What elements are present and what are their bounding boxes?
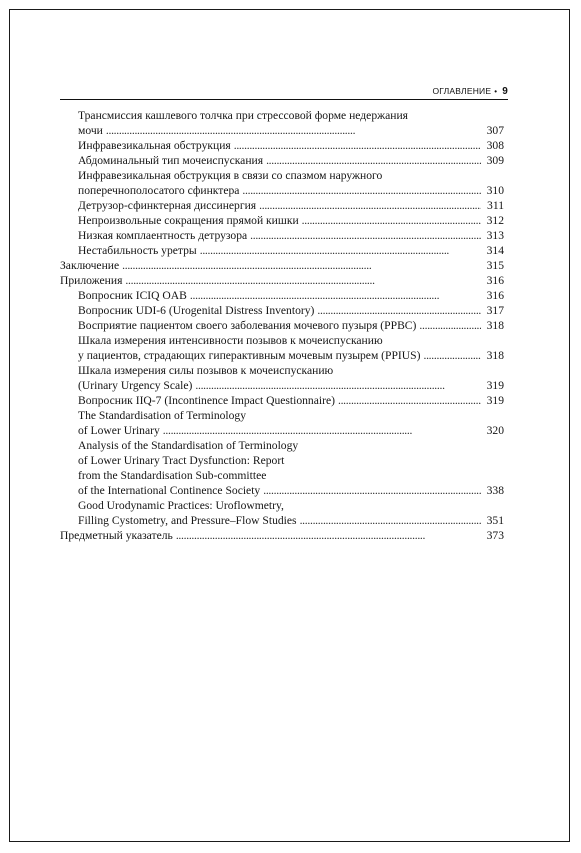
toc-entry-text: поперечнополосатого сфинктера	[78, 184, 240, 197]
toc-entry[interactable]	[60, 528, 504, 543]
toc-page-number: 351	[486, 514, 504, 527]
page-number: 9	[502, 86, 508, 97]
dot-leader	[106, 123, 481, 138]
table-of-contents	[60, 108, 504, 543]
toc-entry[interactable]	[60, 273, 504, 288]
toc-entry-text: of the International Continence Society	[78, 484, 261, 497]
toc-entry[interactable]	[60, 213, 504, 228]
bullet-separator: •	[494, 87, 498, 96]
toc-entry-text: Инфравезикальная обструкция	[78, 139, 231, 152]
toc-entry-text: Нестабильность уретры	[78, 244, 197, 257]
toc-entry-text: Заключение	[60, 259, 120, 272]
toc-entry-text: Шкала измерения интенсивности позывов к мочеиспусканию	[78, 334, 383, 347]
toc-page-number: 373	[486, 529, 504, 542]
toc-page-number: 311	[487, 199, 504, 212]
toc-entry[interactable]	[60, 198, 504, 213]
toc-entry-text: Абдоминальный тип мочеиспускания	[78, 154, 264, 167]
dot-leader	[300, 513, 481, 528]
toc-entry-text: Детрузор-сфинктерная диссинергия	[78, 199, 257, 212]
toc-entry-text: Шкала измерения силы позывов к мочеиспусканию	[78, 364, 334, 377]
dot-leader	[195, 378, 481, 393]
dot-leader	[266, 153, 481, 168]
toc-entry[interactable]	[60, 138, 504, 153]
toc-entry[interactable]	[60, 333, 504, 363]
toc-entry-text: of Lower Urinary Tract Dysfunction: Report	[78, 454, 285, 467]
toc-entry-text: Good Urodynamic Practices: Uroflowmetry,	[78, 499, 284, 512]
toc-page-number: 310	[486, 184, 504, 197]
toc-entry[interactable]	[60, 408, 504, 438]
toc-entry-text: Непроизвольные сокращения прямой кишки	[78, 214, 299, 227]
dot-leader	[200, 243, 481, 258]
toc-entry-text: Вопросник UDI-6 (Urogenital Distress Inventory)	[78, 304, 315, 317]
toc-entry[interactable]	[60, 258, 504, 273]
toc-entry-text: The Standardisation of Terminology	[78, 409, 247, 422]
toc-entry[interactable]	[60, 303, 504, 318]
dot-leader	[263, 483, 481, 498]
toc-entry-text: Предметный указатель	[60, 529, 173, 542]
toc-page-number: 309	[486, 154, 504, 167]
toc-page-number: 316	[486, 289, 504, 302]
toc-entry[interactable]	[60, 153, 504, 168]
toc-entry[interactable]	[60, 318, 504, 333]
toc-page-number: 318	[486, 319, 504, 332]
toc-entry-text: Инфравезикальная обструкция в связи со спазмом наружного	[78, 169, 383, 182]
toc-page-number: 338	[486, 484, 504, 497]
toc-page-number: 308	[486, 139, 504, 152]
toc-entry-text: Вопросник ICIQ OAB	[78, 289, 187, 302]
dot-leader	[234, 138, 481, 153]
dot-leader	[122, 258, 481, 273]
toc-entry-text: from the Standardisation Sub-committee	[78, 469, 267, 482]
toc-page-number: 314	[486, 244, 504, 257]
toc-page-number: 316	[486, 274, 504, 287]
toc-entry-text: Восприятие пациентом своего заболевания мочевого пузыря (PPBC)	[78, 319, 417, 332]
dot-leader	[419, 318, 481, 333]
toc-entry[interactable]	[60, 363, 504, 393]
toc-entry[interactable]	[60, 168, 504, 198]
toc-page-number: 313	[486, 229, 504, 242]
running-head	[60, 86, 508, 100]
dot-leader	[190, 288, 481, 303]
dot-leader	[250, 228, 481, 243]
toc-entry[interactable]	[60, 108, 504, 138]
toc-entry-text: у пациентов, страдающих гиперактивным мочевым пузырем (PPIUS)	[78, 349, 421, 362]
toc-entry-text: Низкая комплаентность детрузора	[78, 229, 248, 242]
toc-entry-text: Вопросник IIQ-7 (Incontinence Impact Questionnaire)	[78, 394, 335, 407]
toc-page-number: 307	[486, 124, 504, 137]
toc-entry-text: Приложения	[60, 274, 123, 287]
toc-entry-text: Filling Cystometry, and Pressure–Flow Studies	[78, 514, 297, 527]
toc-entry[interactable]	[60, 393, 504, 408]
toc-entry[interactable]	[60, 243, 504, 258]
header-rule	[60, 99, 508, 100]
toc-entry[interactable]	[60, 288, 504, 303]
dot-leader	[317, 303, 481, 318]
section-title: ОГЛАВЛЕНИЕ	[432, 86, 492, 96]
dot-leader	[423, 348, 481, 363]
toc-page-number: 319	[486, 394, 504, 407]
dot-leader	[163, 423, 481, 438]
toc-page-number: 319	[486, 379, 504, 392]
toc-entry-text: Трансмиссия кашлевого толчка при стрессовой форме недержания	[78, 109, 409, 122]
dot-leader	[338, 393, 481, 408]
toc-entry[interactable]	[60, 228, 504, 243]
toc-page-number: 317	[486, 304, 504, 317]
toc-entry-text: мочи	[78, 124, 103, 137]
toc-entry-text: of Lower Urinary	[78, 424, 160, 437]
toc-entry-text: (Urinary Urgency Scale)	[78, 379, 193, 392]
toc-page-number: 315	[486, 259, 504, 272]
toc-entry[interactable]	[60, 498, 504, 528]
toc-page-number: 312	[486, 214, 504, 227]
toc-page-number: 320	[486, 424, 504, 437]
dot-leader	[259, 198, 481, 213]
toc-entry-text: Analysis of the Standardisation of Terminology	[78, 439, 299, 452]
dot-leader	[302, 213, 481, 228]
dot-leader	[242, 183, 481, 198]
toc-page-number: 318	[486, 349, 504, 362]
toc-entry[interactable]	[60, 438, 504, 498]
dot-leader	[125, 273, 481, 288]
dot-leader	[176, 528, 481, 543]
